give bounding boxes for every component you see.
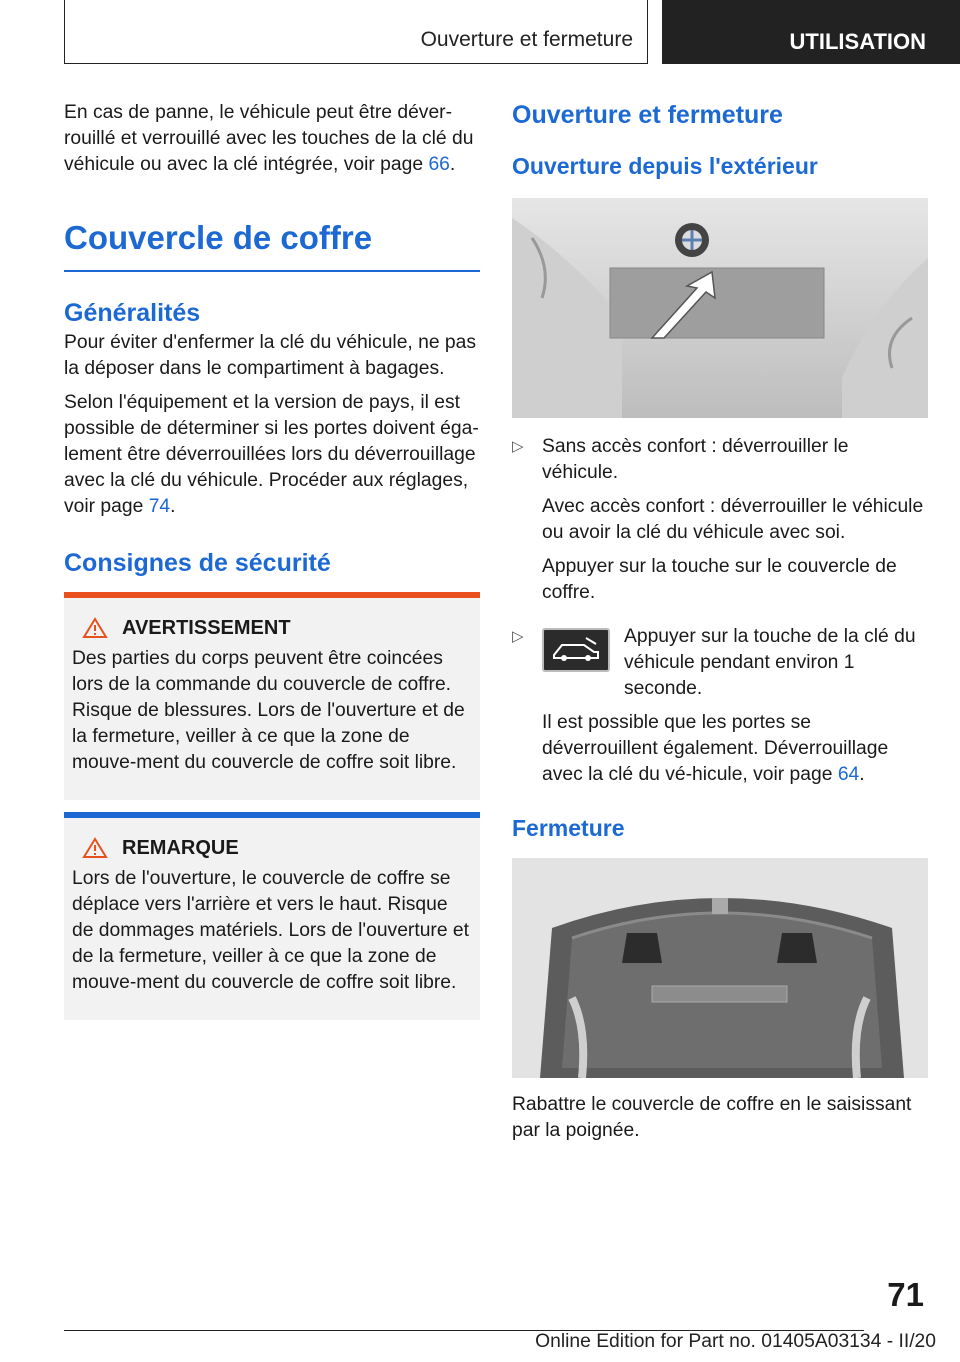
- trunk-interior-image: [512, 858, 928, 1078]
- note-label: REMARQUE: [122, 837, 239, 859]
- warning-text: Des parties du corps peuvent être coincées lors de la commande du couvercle de coffre. Risque de blessures. Lors de l'ouverture et de la fermeture, veiller à ce que la zone de mouve-ment du couvercle de coffre soit libre.: [72, 648, 465, 773]
- heading-open-close: Ouverture et fermeture: [512, 101, 783, 129]
- triangle-bullet-icon: ▷: [512, 628, 524, 645]
- warning-triangle-icon: [82, 617, 108, 639]
- page-number: 71: [887, 1276, 924, 1313]
- page-ref-link[interactable]: 74: [148, 496, 171, 517]
- header-frame: [64, 0, 648, 64]
- right-column: [512, 100, 928, 1144]
- section-title: Couvercle de coffre: [64, 219, 373, 256]
- list-item: ▷ Sans accès confort : déverrouiller le véhicule. Avec accès confort : déverrouiller le véhicule ou avoir la clé du véhicule avec soi. Appuyer sur la touche sur le couvercle de coffre.: [512, 436, 924, 603]
- page-ref-link[interactable]: 64: [837, 764, 860, 785]
- warning-label: AVERTISSEMENT: [122, 617, 291, 639]
- heading-from-outside: Ouverture depuis l'extérieur: [512, 153, 818, 179]
- page-ref-link[interactable]: 66: [428, 154, 450, 175]
- general-paragraph-2: Selon l'équipement et la version de pays, il est possible de déterminer si les portes doivent éga-lement être déverrouillées lors du déverrouillage avec la clé du véhicule. Procéder aux réglages, voir page 74.: [64, 392, 479, 517]
- closing-paragraph: Rabattre le couvercle de coffre en le saisissant par la poignée.: [512, 1094, 912, 1141]
- note-bar: [64, 812, 480, 818]
- warning-triangle-icon: [82, 837, 108, 859]
- trunk-key-button-icon: [542, 628, 610, 672]
- list-item: ▷ Appuyer sur la touche de la clé du véhicule pendant environ 1 seconde. Il est possible que les portes se déverrouillent également. Déverrouillage avec la clé du vé-hicule, voir page 64.: [512, 626, 916, 785]
- header-title: Ouverture et fermeture: [420, 28, 633, 51]
- note-text: Lors de l'ouverture, le couvercle de coffre se déplace vers l'arrière et vers le haut. Risque de dommages matériels. Lors de l'ouverture et de la fermeture, veiller à ce que la zone de mouve-ment du couvercle de coffre soit libre.: [72, 868, 469, 993]
- header-section-tab: UTILISATION: [662, 0, 960, 64]
- heading-generalites: Généralités: [64, 299, 201, 327]
- heading-safety: Consignes de sécurité: [64, 549, 331, 577]
- edition-footer: Online Edition for Part no. 01405A03134 - II/20: [535, 1331, 936, 1352]
- heading-closing: Fermeture: [512, 815, 625, 841]
- warning-bar: [64, 592, 480, 598]
- trunk-exterior-image: [512, 198, 928, 418]
- warning-box: [64, 592, 480, 800]
- note-box: [64, 812, 480, 1020]
- intro-paragraph: En cas de panne, le véhicule peut être déver-rouillé et verrouillé avec les touches de la clé du véhicule ou avec la clé intégrée, voir page 66.: [64, 102, 474, 175]
- general-paragraph-1: Pour éviter d'enfermer la clé du véhicule, ne pas la déposer dans le compartiment à bagages.: [64, 332, 477, 379]
- left-column: [64, 100, 480, 1020]
- triangle-bullet-icon: ▷: [512, 438, 524, 455]
